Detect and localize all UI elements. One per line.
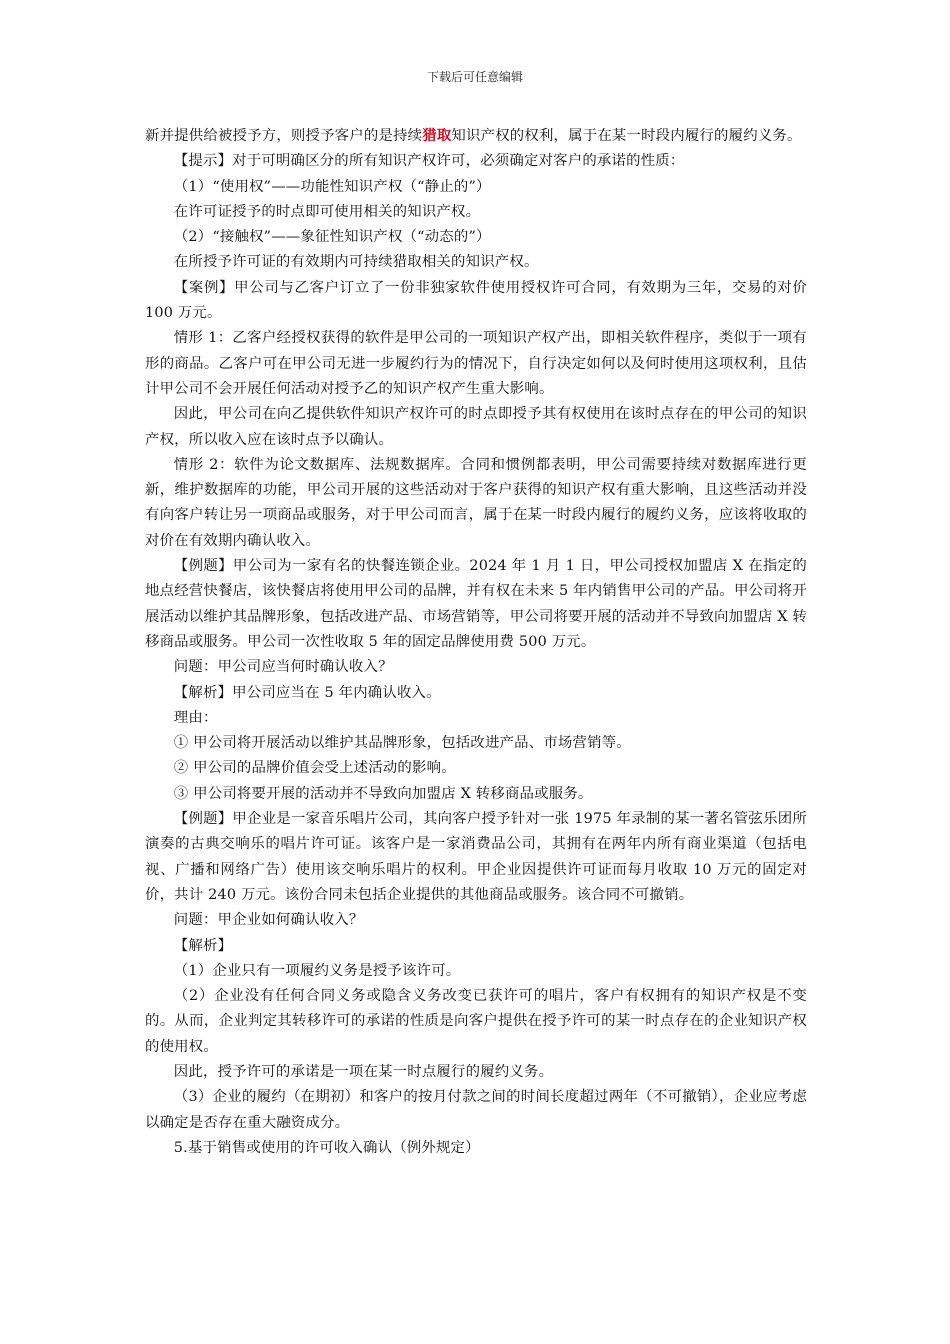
paragraph-analysis-1: （1）企业只有一项履约义务是授予该许可。 (173, 962, 461, 979)
paragraph-scenario-2: 情形 2：软件为论文数据库、法规数据库。合同和惯例都表明，甲公司需要持续对数据库进行更新，维护数据库的功能，甲公司开展的这些活动对于客户获得的知识产权有重大影响，且这些活动并没有向客户转让另一项商品或服务，对于甲公司而言，属于在某一时段内履行的履约义务，应该将收取的对价在有效期内确认收入。 (145, 456, 807, 549)
paragraph-example-1-question: 问题：甲公司应当何时确认收入？ (173, 659, 393, 676)
text-after-highlight: 知识产权的权利，属于在某一时段内履行的履约义务。 (451, 128, 802, 144)
paragraph-tip: 【提示】对于可明确区分的所有知识产权许可，必须确定对客户的承诺的性质： (173, 153, 685, 170)
paragraph-reason-3: ③ 甲公司将要开展的活动并不导致向加盟店 X 转移商品或服务。 (173, 785, 593, 802)
paragraph-example-1-answer: 【解析】甲公司应当在 5 年内确认收入。 (173, 684, 441, 701)
document-body (145, 124, 807, 1161)
paragraph-reason-1: ① 甲公司将开展活动以维护其品牌形象，包括改进产品、市场营销等。 (173, 735, 631, 752)
paragraph-access-right-detail: 在所授予许可证的有效期内可持续猎取相关的知识产权。 (173, 254, 539, 271)
paragraph-reasons-heading: 理由： (173, 709, 218, 726)
paragraph-analysis-2: （2）企业没有任何合同义务或隐含义务改变已获许可的唱片，客户有权拥有的知识产权是不变的。从而，企业判定其转移许可的承诺的性质是向客户提供在授予许可的某一时点存在的企业知识产权的使用权。 (145, 988, 807, 1055)
paragraph-example-1: 【例题】甲公司为一家有名的快餐连锁企业。2024 年 1 月 1 日，甲公司授权加盟店 X 在指定的地点经营快餐店，该快餐店将使用甲公司的品牌，并有权在未来 5 年内销售甲公司的产品。甲公司将开展活动以维护其品牌形象，包括改进产品、市场营销等，甲公司将要开展的活动并不导致向加盟店 X 转移商品或服务。甲公司一次性收取 5 年的固定品牌使用费 500 万元。 (145, 558, 807, 650)
paragraph-example-2-question: 问题：甲企业如何确认收入？ (173, 912, 364, 929)
paragraph-example-2-analysis-heading: 【解析】 (173, 937, 233, 954)
paragraph-case: 【案例】甲公司与乙客户订立了一份非独家软件使用授权许可合同，有效期为三年，交易的对价 100 万元。 (145, 279, 807, 322)
paragraph-scenario-1-conclusion: 因此，甲公司在向乙提供软件知识产权许可的时点即授予其有权使用在该时点存在的甲公司的知识产权，所以收入应在该时点予以确认。 (145, 406, 807, 448)
paragraph-item-use-right: （1）“使用权”——功能性知识产权（“静止的”） (173, 178, 491, 195)
highlighted-term: 猎取 (422, 128, 452, 144)
paragraph-analysis-conclusion: 因此，授予许可的承诺是一项在某一时点履行的履约义务。 (173, 1063, 554, 1080)
paragraph-analysis-3: （3）企业的履约（在期初）和客户的按月付款之间的时间长度超过两年（不可撤销），企业应考虑以确定是否存在重大融资成分。 (145, 1089, 807, 1131)
section-heading: 5.基于销售或使用的许可收入确认（例外规定） (173, 1139, 480, 1156)
page-header: 下载后可任意编辑 (426, 70, 523, 84)
paragraph-item-access-right: （2）“接触权”——象征性知识产权（“动态的”） (173, 229, 491, 246)
paragraph-scenario-1: 情形 1：乙客户经授权获得的软件是甲公司的一项知识产权产出，即相关软件程序，类似于一项有形的商品。乙客户可在甲公司无进一步履约行为的情况下，自行决定如何以及何时使用这项权利，且估计甲公司不会开展任何活动对授予乙的知识产权产生重大影响。 (145, 330, 807, 397)
paragraph-reason-2: ② 甲公司的品牌价值会受上述活动的影响。 (173, 760, 456, 777)
text-before-highlight: 新并提供给被授予方，则授予客户的是持续 (145, 128, 423, 144)
paragraph-continued (145, 124, 807, 149)
paragraph-example-2: 【例题】甲企业是一家音乐唱片公司，其向客户授予针对一张 1975 年录制的某一著名管弦乐团所演奏的古典交响乐的唱片许可证。该客户是一家消费品公司，其拥有在两年内所有商业渠道（包括电视、广播和网络广告）使用该交响乐唱片的权利。甲企业因提供许可证而每月收取 10 万元的固定对价，共计 240 万元。该份合同未包括企业提供的其他商品或服务。该合同不可撤销。 (145, 811, 807, 903)
paragraph-use-right-detail: 在许可证授予的时点即可使用相关的知识产权。 (173, 203, 481, 220)
